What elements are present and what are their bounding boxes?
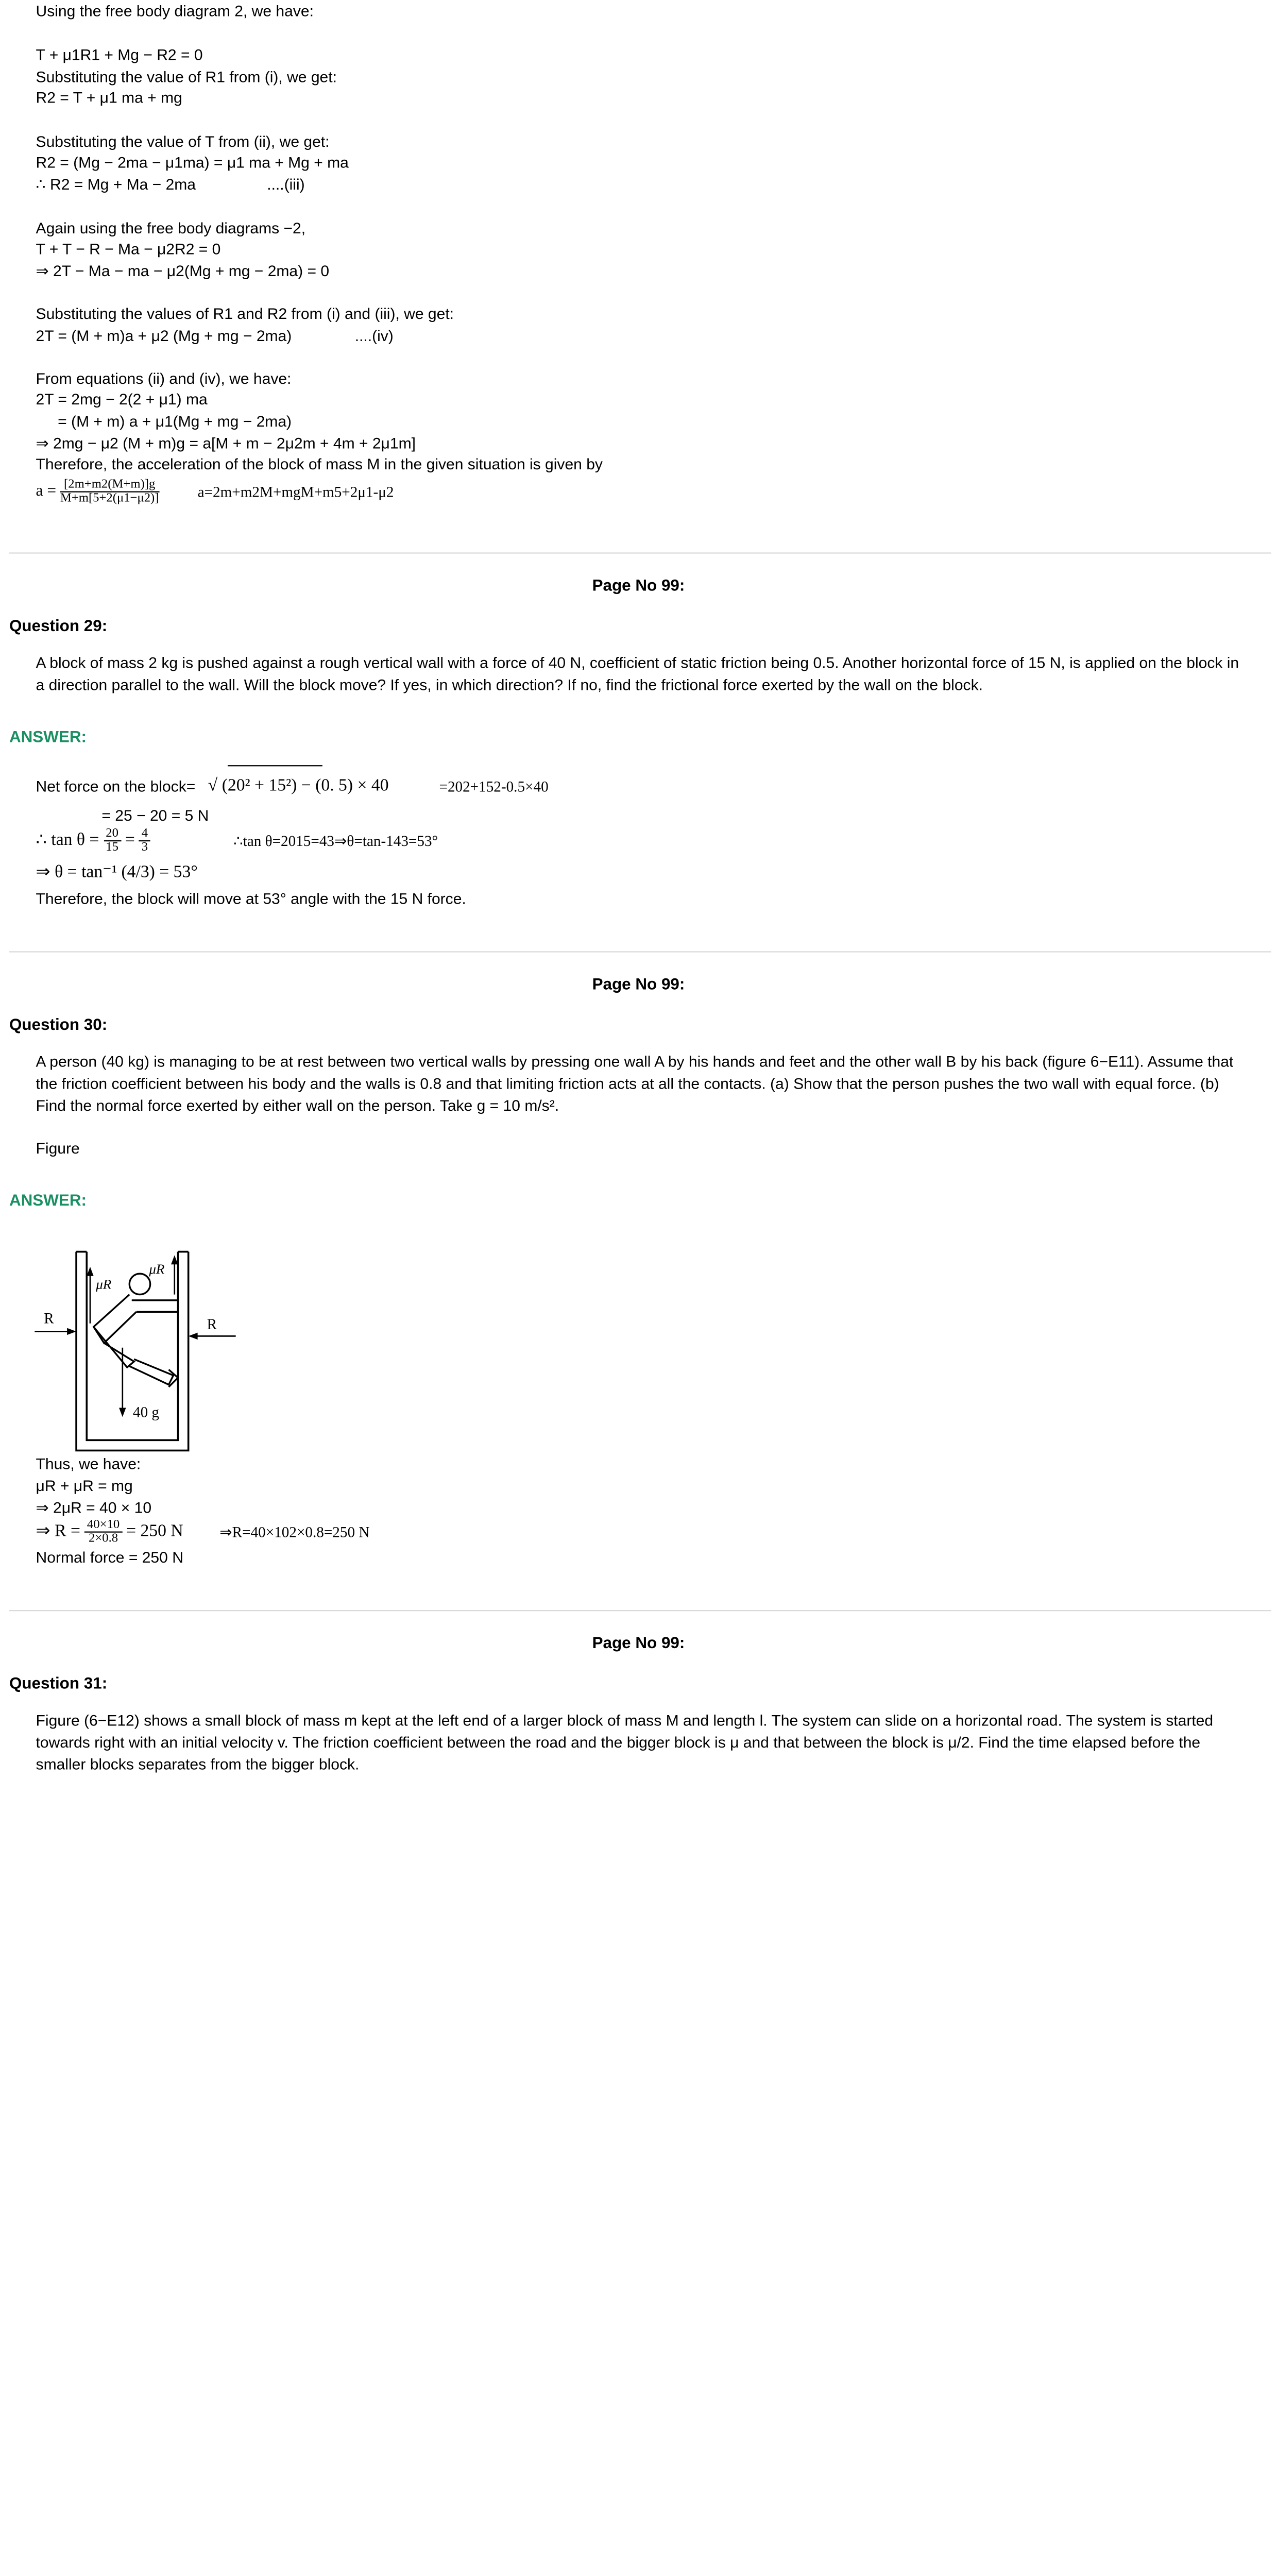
- equation-line: ∴ R2 = Mg + Ma − 2ma: [36, 175, 196, 193]
- fraction: [60, 479, 159, 505]
- fraction: [104, 827, 121, 854]
- equation-line: T + μ1R1 + Mg − R2 = 0: [36, 46, 203, 64]
- fraction-denominator: 3: [141, 840, 148, 855]
- arrowhead: [119, 1408, 126, 1417]
- equation-line: T + T − R − Ma − μ2R2 = 0: [36, 240, 221, 258]
- equation-line: μR + μR = mg: [36, 1477, 133, 1495]
- arrowhead: [87, 1267, 93, 1276]
- arrowhead: [67, 1328, 76, 1335]
- text-line: Substituting the values of R1 and R2 from (i) and (iii), we get:: [36, 305, 454, 323]
- fraction-numerator: [2m+m2(M+m)]g: [60, 479, 159, 493]
- wall-outer: [76, 1252, 189, 1451]
- text-line: From equations (ii) and (iv), we have:: [36, 369, 292, 387]
- text-line: Again using the free body diagrams −2,: [36, 219, 306, 237]
- answer-label: ANSWER:: [9, 727, 87, 745]
- page-number: Page No 99:: [592, 1633, 685, 1652]
- fraction-numerator: 40×10: [84, 1519, 122, 1533]
- equation-line: ⇒ 2mg − μ2 (M + m)g = a[M + m − 2μ2m + 4m + 2μ1m]: [36, 434, 416, 452]
- person-leg: [129, 1359, 173, 1384]
- text-line: Normal force = 250 N: [36, 1549, 183, 1566]
- formula-alt-text: ∴tan θ=2015=43⇒θ=tan-143=53°: [233, 832, 438, 850]
- page-number: Page No 99:: [592, 575, 685, 595]
- fraction-denominator: 15: [106, 840, 118, 855]
- formula-prefix: ⇒ R =: [36, 1522, 81, 1541]
- text-line: Substituting the value of R1 from (i), we get:: [36, 68, 337, 86]
- tan-formula: [36, 826, 150, 854]
- text-line: Thus, we have:: [36, 1455, 141, 1473]
- equation-line: = (M + m) a + μ1(Mg + mg − 2ma): [58, 412, 292, 430]
- arrowhead: [171, 1255, 178, 1264]
- fraction-denominator: M+m[5+2(μ1−μ2)]: [60, 491, 159, 505]
- formula-alt-text: ⇒R=40×102×0.8=250 N: [219, 1523, 370, 1541]
- normal-label-right: R: [207, 1316, 217, 1333]
- formula-prefix: ∴ tan θ =: [36, 831, 99, 850]
- page-number: Page No 99:: [592, 974, 685, 993]
- formula-result: = 250 N: [126, 1522, 183, 1541]
- fraction: [84, 1519, 122, 1546]
- formula-prefix: a =: [36, 483, 57, 500]
- divider: [9, 951, 1271, 952]
- normal-label-left: R: [44, 1310, 54, 1327]
- equation-line: R2 = T + μ1 ma + mg: [36, 89, 182, 107]
- equals-sign: =: [125, 831, 135, 850]
- equation-line: 2T = (M + m)a + μ2 (Mg + mg − 2ma): [36, 327, 292, 345]
- conclusion-text: Therefore, the block will move at 53° angle with the 15 N force.: [36, 890, 466, 908]
- equation-line: 2T = 2mg − 2(2 + μ1) ma: [36, 391, 208, 408]
- question-title: Question 30:: [9, 1014, 108, 1033]
- normal-force-formula: [36, 1518, 183, 1546]
- equation-line: ⇒ 2T − Ma − ma − μ2(Mg + mg − 2ma) = 0: [36, 262, 330, 280]
- formula-alt-text: a=2m+m2M+mgM+m5+2μ1-μ2: [197, 483, 394, 501]
- fraction: [139, 827, 150, 854]
- weight-label: 40 g: [132, 1404, 160, 1421]
- question-text: A person (40 kg) is managing to be at rest between two vertical walls by pressing one wall A by his hands and feet and the other wall B by his back (figure 6−E11). Assume that the friction coefficient between his body and the walls is 0.8 and that limiting friction acts at all the contacts. (a) Show that the person pushes the two wall with equal force. (b) Find the normal force exerted by either wall on the person. Take g = 10 m/s².: [36, 1053, 1234, 1114]
- equation-line: R2 = (Mg − 2ma − μ1ma) = μ1 ma + Mg + ma: [36, 154, 349, 172]
- question-text: Figure (6−E12) shows a small block of mass m kept at the left end of a larger block of mass M and length l. The system can slide on a horizontal road. The system is started towards right with an initial velocity v. The friction coefficient between the road and the bigger block is μ and that between the block is μ/2. Find the time elapsed before the smaller blocks separates from the bigger block.: [36, 1711, 1214, 1773]
- arrowhead: [189, 1333, 198, 1340]
- text-line: Using the free body diagram 2, we have:: [36, 2, 314, 20]
- question-title: Question 29:: [9, 616, 108, 635]
- divider: [9, 1610, 1271, 1611]
- equation-line: ⇒ 2μR = 40 × 10: [36, 1499, 152, 1517]
- formula-alt-text: =202+152-0.5×40: [439, 777, 549, 795]
- divider: [9, 552, 1271, 553]
- text-line: Substituting the value of T from (ii), we get:: [36, 132, 330, 150]
- fraction-denominator: 2×0.8: [89, 1531, 118, 1546]
- friction-label-right: μR: [149, 1261, 165, 1277]
- free-body-diagram: [32, 1248, 246, 1454]
- question-text: A block of mass 2 kg is pushed against a rough vertical wall with a force of 40 N, coefficient of static friction being 0.5. Another horizontal force of 15 N, is applied on the block in a direction parallel to the wall. Will the block move? If yes, in which direction? If no, find the frictional force exerted by the wall on the block.: [36, 654, 1239, 694]
- radical-bar: [228, 765, 322, 766]
- text-line: Net force on the block=: [36, 777, 196, 795]
- equation-line: = 25 − 20 = 5 N: [101, 806, 209, 824]
- theta-formula: ⇒ θ = tan⁻¹ (4/3) = 53°: [36, 863, 198, 882]
- figure-label: Figure: [36, 1139, 80, 1157]
- fraction-numerator: 4: [139, 827, 150, 841]
- acceleration-formula: [36, 479, 159, 505]
- answer-label: ANSWER:: [9, 1190, 87, 1209]
- equation-tag: ....(iv): [354, 327, 394, 345]
- net-force-expression: √ (20² + 15²) − (0. 5) × 40: [208, 776, 389, 795]
- person-arms: [132, 1300, 178, 1312]
- person-foot: [169, 1369, 178, 1387]
- text-line: Therefore, the acceleration of the block of mass M in the given situation is given by: [36, 455, 603, 473]
- question-title: Question 31:: [9, 1673, 108, 1692]
- fraction-numerator: 20: [104, 827, 121, 841]
- friction-label-left: μR: [96, 1276, 112, 1292]
- equation-tag: ....(iii): [267, 175, 305, 193]
- person-head: [129, 1274, 150, 1294]
